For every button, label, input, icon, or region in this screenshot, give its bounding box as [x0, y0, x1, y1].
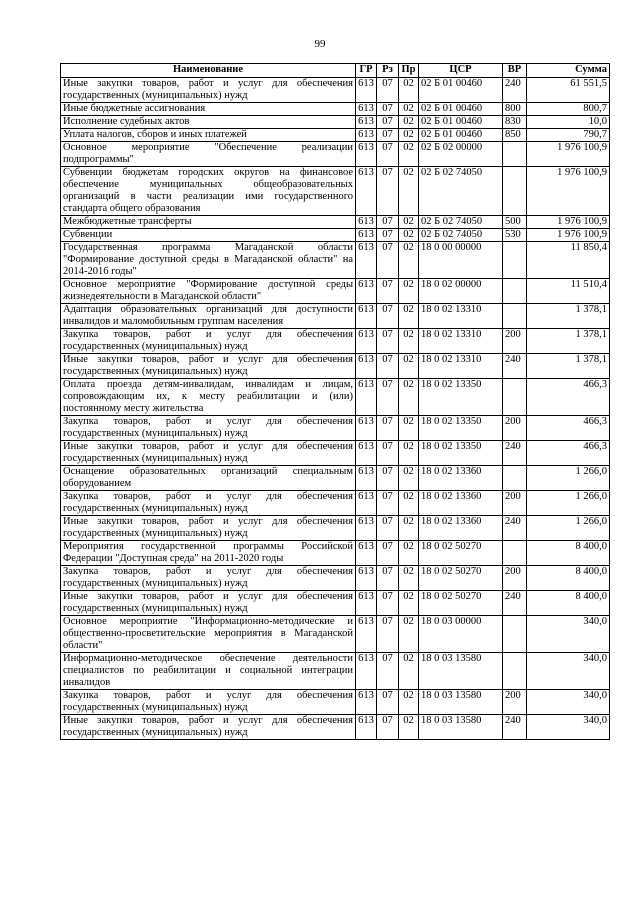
cell-pr: 02 [399, 229, 419, 242]
cell-pr: 02 [399, 516, 419, 541]
cell-gr: 613 [356, 690, 377, 715]
cell-gr: 613 [356, 116, 377, 129]
cell-vr: 830 [503, 116, 527, 129]
table-header-row [61, 64, 610, 78]
cell-rz: 07 [377, 304, 399, 329]
table-row [61, 329, 610, 354]
cell-name: Исполнение судебных актов [61, 116, 356, 129]
cell-csr: 18 0 03 13580 [419, 715, 503, 740]
cell-rz: 07 [377, 167, 399, 216]
cell-sum: 1 976 100,9 [527, 167, 610, 216]
cell-rz: 07 [377, 329, 399, 354]
cell-gr: 613 [356, 715, 377, 740]
cell-csr: 02 Б 02 00000 [419, 142, 503, 167]
cell-rz: 07 [377, 242, 399, 279]
table-row [61, 167, 610, 216]
cell-rz: 07 [377, 566, 399, 591]
table-row [61, 591, 610, 616]
cell-gr: 613 [356, 142, 377, 167]
cell-vr: 500 [503, 216, 527, 229]
cell-name: Уплата налогов, сборов и иных платежей [61, 129, 356, 142]
table-row [61, 616, 610, 653]
cell-pr: 02 [399, 78, 419, 103]
cell-name: Основное мероприятие "Обеспечение реализации подпрограммы" [61, 142, 356, 167]
cell-csr: 02 Б 02 74050 [419, 167, 503, 216]
table-row [61, 653, 610, 690]
table-row [61, 142, 610, 167]
cell-rz: 07 [377, 491, 399, 516]
cell-vr [503, 379, 527, 416]
cell-sum: 790,7 [527, 129, 610, 142]
table-body [61, 78, 610, 740]
table-row [61, 466, 610, 491]
table-row [61, 379, 610, 416]
cell-vr: 240 [503, 441, 527, 466]
cell-rz: 07 [377, 354, 399, 379]
cell-name: Закупка товаров, работ и услуг для обеспечения государственных (муниципальных) нужд [61, 329, 356, 354]
cell-rz: 07 [377, 379, 399, 416]
cell-pr: 02 [399, 379, 419, 416]
cell-rz: 07 [377, 653, 399, 690]
cell-vr [503, 142, 527, 167]
table-row [61, 129, 610, 142]
cell-rz: 07 [377, 229, 399, 242]
cell-name: Закупка товаров, работ и услуг для обеспечения государственных (муниципальных) нужд [61, 566, 356, 591]
cell-gr: 613 [356, 103, 377, 116]
cell-rz: 07 [377, 416, 399, 441]
cell-vr: 240 [503, 354, 527, 379]
cell-csr: 18 0 02 13310 [419, 304, 503, 329]
cell-gr: 613 [356, 653, 377, 690]
cell-pr: 02 [399, 216, 419, 229]
cell-sum: 340,0 [527, 616, 610, 653]
cell-csr: 18 0 02 13360 [419, 491, 503, 516]
table-row [61, 103, 610, 116]
cell-rz: 07 [377, 616, 399, 653]
cell-gr: 613 [356, 279, 377, 304]
cell-rz: 07 [377, 690, 399, 715]
cell-csr: 18 0 02 13310 [419, 329, 503, 354]
cell-name: Адаптация образовательных организаций для доступности инвалидов и маломобильным группам населения [61, 304, 356, 329]
header-rz: Рз [377, 64, 399, 78]
cell-name: Иные закупки товаров, работ и услуг для обеспечения государственных (муниципальных) нужд [61, 441, 356, 466]
cell-vr: 800 [503, 103, 527, 116]
cell-pr: 02 [399, 116, 419, 129]
cell-rz: 07 [377, 279, 399, 304]
cell-rz: 07 [377, 541, 399, 566]
cell-gr: 613 [356, 229, 377, 242]
cell-name: Иные закупки товаров, работ и услуг для обеспечения государственных (муниципальных) нужд [61, 354, 356, 379]
cell-name: Иные бюджетные ассигнования [61, 103, 356, 116]
cell-csr: 02 Б 01 00460 [419, 103, 503, 116]
cell-vr [503, 541, 527, 566]
table-row [61, 78, 610, 103]
cell-gr: 613 [356, 304, 377, 329]
cell-name: Закупка товаров, работ и услуг для обеспечения государственных (муниципальных) нужд [61, 491, 356, 516]
cell-gr: 613 [356, 216, 377, 229]
cell-sum: 466,3 [527, 441, 610, 466]
cell-gr: 613 [356, 129, 377, 142]
header-vr: ВР [503, 64, 527, 78]
cell-csr: 02 Б 02 74050 [419, 216, 503, 229]
cell-pr: 02 [399, 103, 419, 116]
cell-rz: 07 [377, 103, 399, 116]
cell-name: Иные закупки товаров, работ и услуг для обеспечения государственных (муниципальных) нужд [61, 78, 356, 103]
cell-pr: 02 [399, 304, 419, 329]
cell-rz: 07 [377, 441, 399, 466]
cell-csr: 18 0 03 00000 [419, 616, 503, 653]
cell-gr: 613 [356, 167, 377, 216]
cell-rz: 07 [377, 116, 399, 129]
cell-vr: 240 [503, 715, 527, 740]
cell-sum: 8 400,0 [527, 591, 610, 616]
table-row [61, 416, 610, 441]
cell-csr: 18 0 02 13360 [419, 516, 503, 541]
cell-pr: 02 [399, 242, 419, 279]
cell-sum: 8 400,0 [527, 541, 610, 566]
cell-sum: 340,0 [527, 715, 610, 740]
table-row [61, 566, 610, 591]
cell-vr: 200 [503, 416, 527, 441]
cell-rz: 07 [377, 216, 399, 229]
cell-csr: 02 Б 01 00460 [419, 78, 503, 103]
cell-sum: 466,3 [527, 379, 610, 416]
cell-gr: 613 [356, 242, 377, 279]
cell-rz: 07 [377, 466, 399, 491]
cell-name: Основное мероприятие "Формирование доступной среды жизнедеятельности в Магаданской области" [61, 279, 356, 304]
header-pr: Пр [399, 64, 419, 78]
cell-name: Иные закупки товаров, работ и услуг для обеспечения государственных (муниципальных) нужд [61, 591, 356, 616]
cell-vr: 200 [503, 690, 527, 715]
cell-sum: 340,0 [527, 690, 610, 715]
table-row [61, 491, 610, 516]
cell-vr [503, 242, 527, 279]
cell-pr: 02 [399, 354, 419, 379]
cell-name: Основное мероприятие "Информационно-методические и общественно-просветительские мероприятия в Магаданской области" [61, 616, 356, 653]
cell-gr: 613 [356, 516, 377, 541]
cell-sum: 800,7 [527, 103, 610, 116]
cell-sum: 1 378,1 [527, 304, 610, 329]
cell-gr: 613 [356, 616, 377, 653]
cell-csr: 02 Б 01 00460 [419, 116, 503, 129]
cell-pr: 02 [399, 616, 419, 653]
cell-pr: 02 [399, 541, 419, 566]
cell-vr: 240 [503, 591, 527, 616]
cell-csr: 18 0 02 00000 [419, 279, 503, 304]
cell-name: Информационно-методическое обеспечение деятельности специалистов по реабилитации и социальной интеграции инвалидов [61, 653, 356, 690]
cell-csr: 18 0 03 13580 [419, 653, 503, 690]
cell-gr: 613 [356, 591, 377, 616]
cell-vr [503, 304, 527, 329]
cell-gr: 613 [356, 78, 377, 103]
cell-pr: 02 [399, 279, 419, 304]
cell-vr: 200 [503, 329, 527, 354]
cell-sum: 61 551,5 [527, 78, 610, 103]
cell-rz: 07 [377, 78, 399, 103]
cell-pr: 02 [399, 142, 419, 167]
cell-pr: 02 [399, 466, 419, 491]
cell-csr: 02 Б 02 74050 [419, 229, 503, 242]
cell-pr: 02 [399, 566, 419, 591]
cell-csr: 18 0 02 50270 [419, 541, 503, 566]
cell-vr [503, 466, 527, 491]
table-row [61, 541, 610, 566]
cell-gr: 613 [356, 491, 377, 516]
table-row [61, 279, 610, 304]
cell-sum: 1 976 100,9 [527, 229, 610, 242]
table-row [61, 690, 610, 715]
cell-name: Государственная программа Магаданской области "Формирование доступной среды в Магаданской области" на 2014-2016 годы" [61, 242, 356, 279]
cell-pr: 02 [399, 329, 419, 354]
cell-csr: 18 0 02 13360 [419, 466, 503, 491]
cell-sum: 1 976 100,9 [527, 216, 610, 229]
cell-csr: 02 Б 01 00460 [419, 129, 503, 142]
cell-gr: 613 [356, 441, 377, 466]
cell-vr [503, 167, 527, 216]
table-row [61, 216, 610, 229]
cell-pr: 02 [399, 653, 419, 690]
cell-sum: 1 266,0 [527, 491, 610, 516]
table-row [61, 516, 610, 541]
cell-sum: 1 976 100,9 [527, 142, 610, 167]
page-number: 99 [314, 38, 326, 50]
header-sum: Сумма [527, 64, 610, 78]
table-row [61, 242, 610, 279]
table-row [61, 304, 610, 329]
cell-sum: 1 266,0 [527, 466, 610, 491]
cell-pr: 02 [399, 129, 419, 142]
cell-vr [503, 616, 527, 653]
cell-vr: 530 [503, 229, 527, 242]
table-row [61, 441, 610, 466]
cell-gr: 613 [356, 466, 377, 491]
cell-pr: 02 [399, 167, 419, 216]
cell-gr: 613 [356, 566, 377, 591]
cell-rz: 07 [377, 129, 399, 142]
budget-table [60, 63, 610, 740]
cell-csr: 18 0 02 13350 [419, 441, 503, 466]
table-row [61, 715, 610, 740]
cell-gr: 613 [356, 379, 377, 416]
cell-name: Субвенции [61, 229, 356, 242]
header-name: Наименование [61, 64, 356, 78]
cell-pr: 02 [399, 416, 419, 441]
cell-sum: 11 850,4 [527, 242, 610, 279]
cell-vr: 200 [503, 566, 527, 591]
cell-vr: 240 [503, 78, 527, 103]
header-gr: ГР [356, 64, 377, 78]
cell-rz: 07 [377, 591, 399, 616]
cell-csr: 18 0 00 00000 [419, 242, 503, 279]
cell-vr: 200 [503, 491, 527, 516]
cell-gr: 613 [356, 541, 377, 566]
cell-csr: 18 0 02 50270 [419, 591, 503, 616]
cell-csr: 18 0 02 50270 [419, 566, 503, 591]
cell-vr: 240 [503, 516, 527, 541]
cell-name: Оплата проезда детям-инвалидам, инвалидам и лицам, сопровождающим их, к месту реабилитации и (или) постоянному месту жительства [61, 379, 356, 416]
cell-sum: 10,0 [527, 116, 610, 129]
cell-sum: 466,3 [527, 416, 610, 441]
cell-pr: 02 [399, 715, 419, 740]
cell-rz: 07 [377, 715, 399, 740]
cell-rz: 07 [377, 516, 399, 541]
cell-gr: 613 [356, 416, 377, 441]
cell-vr [503, 653, 527, 690]
cell-rz: 07 [377, 142, 399, 167]
cell-sum: 8 400,0 [527, 566, 610, 591]
cell-name: Закупка товаров, работ и услуг для обеспечения государственных (муниципальных) нужд [61, 690, 356, 715]
cell-pr: 02 [399, 441, 419, 466]
cell-name: Иные закупки товаров, работ и услуг для обеспечения государственных (муниципальных) нужд [61, 516, 356, 541]
cell-pr: 02 [399, 690, 419, 715]
cell-csr: 18 0 02 13350 [419, 416, 503, 441]
cell-vr [503, 279, 527, 304]
cell-csr: 18 0 02 13350 [419, 379, 503, 416]
table-row [61, 229, 610, 242]
cell-csr: 18 0 03 13580 [419, 690, 503, 715]
table-row [61, 354, 610, 379]
cell-gr: 613 [356, 329, 377, 354]
cell-name: Иные закупки товаров, работ и услуг для обеспечения государственных (муниципальных) нужд [61, 715, 356, 740]
cell-name: Закупка товаров, работ и услуг для обеспечения государственных (муниципальных) нужд [61, 416, 356, 441]
cell-csr: 18 0 02 13310 [419, 354, 503, 379]
cell-sum: 11 510,4 [527, 279, 610, 304]
cell-vr: 850 [503, 129, 527, 142]
cell-gr: 613 [356, 354, 377, 379]
cell-name: Субвенции бюджетам городских округов на финансовое обеспечение муниципальных общеобразовательных организаций в части реализации ими государственного стандарта общего образования [61, 167, 356, 216]
header-csr: ЦСР [419, 64, 503, 78]
table-row [61, 116, 610, 129]
cell-sum: 1 266,0 [527, 516, 610, 541]
cell-name: Оснащение образовательных организаций специальным оборудованием [61, 466, 356, 491]
cell-name: Межбюджетные трансферты [61, 216, 356, 229]
cell-sum: 340,0 [527, 653, 610, 690]
cell-name: Мероприятия государственной программы Российской Федерации "Доступная среда" на 2011-2020 годы [61, 541, 356, 566]
cell-sum: 1 378,1 [527, 354, 610, 379]
cell-pr: 02 [399, 491, 419, 516]
cell-sum: 1 378,1 [527, 329, 610, 354]
cell-pr: 02 [399, 591, 419, 616]
